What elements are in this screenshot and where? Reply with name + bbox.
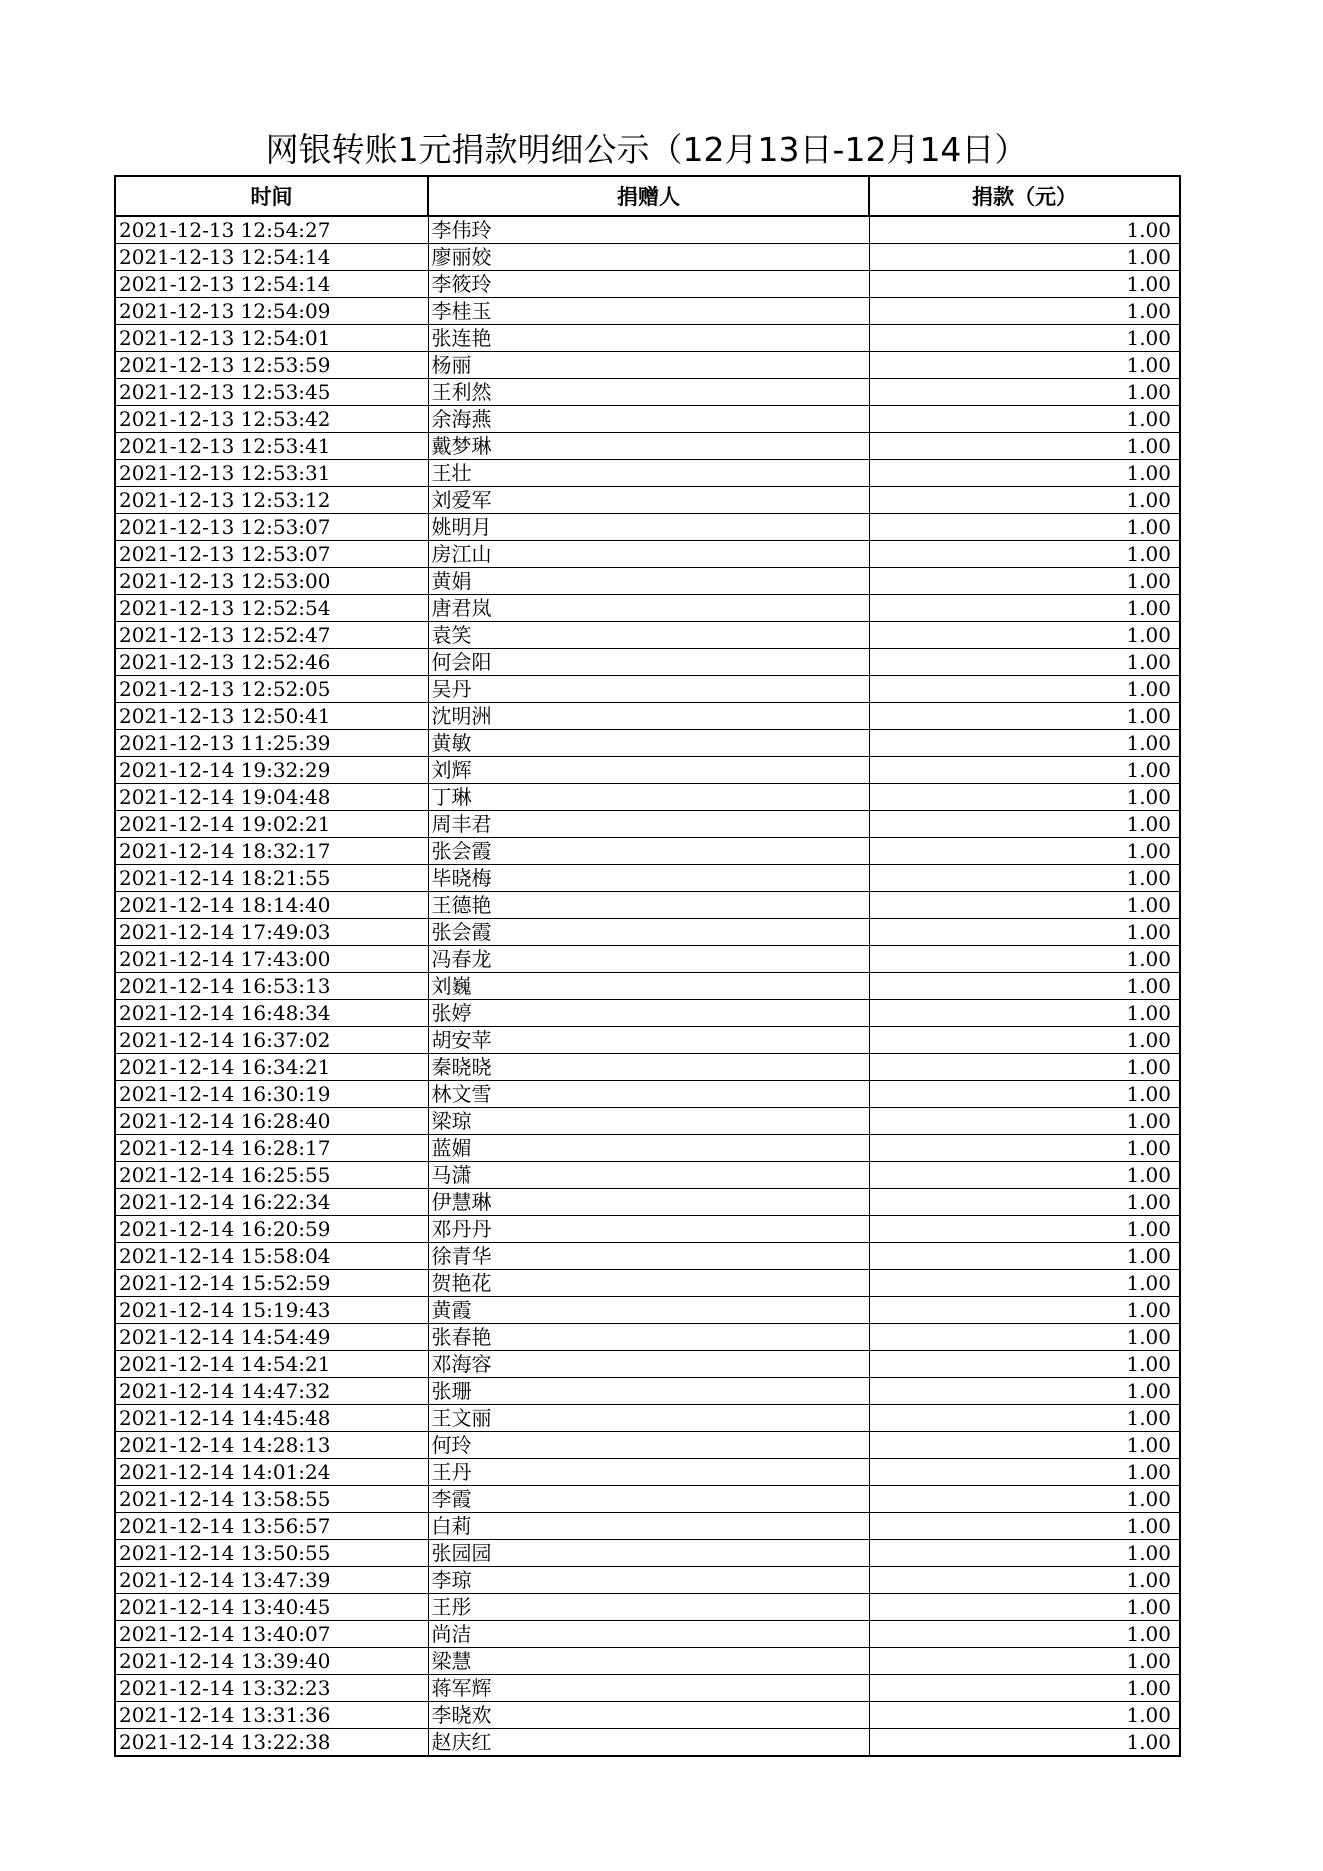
table-row <box>115 1540 1180 1567</box>
time-cell: 2021-12-14 16:37:02 <box>115 1027 428 1054</box>
donor-cell: 王利然 <box>428 379 869 406</box>
donor-cell: 蒋军辉 <box>428 1675 869 1702</box>
time-cell: 2021-12-14 13:47:39 <box>115 1567 428 1594</box>
table-row <box>115 649 1180 676</box>
table-row <box>115 1324 1180 1351</box>
donor-cell: 何会阳 <box>428 649 869 676</box>
donor-cell: 房江山 <box>428 541 869 568</box>
time-cell: 2021-12-14 14:28:13 <box>115 1432 428 1459</box>
table-row <box>115 1027 1180 1054</box>
table-row <box>115 379 1180 406</box>
donor-cell: 胡安苹 <box>428 1027 869 1054</box>
donor-cell: 余海燕 <box>428 406 869 433</box>
amount-cell: 1.00 <box>869 1000 1180 1027</box>
time-cell: 2021-12-14 13:22:38 <box>115 1729 428 1757</box>
amount-cell: 1.00 <box>869 1486 1180 1513</box>
table-row <box>115 1351 1180 1378</box>
amount-cell: 1.00 <box>869 838 1180 865</box>
donor-cell: 秦晓晓 <box>428 1054 869 1081</box>
amount-cell: 1.00 <box>869 433 1180 460</box>
time-cell: 2021-12-14 14:01:24 <box>115 1459 428 1486</box>
amount-cell: 1.00 <box>869 1054 1180 1081</box>
table-row <box>115 730 1180 757</box>
table-row <box>115 487 1180 514</box>
donor-cell: 张会霞 <box>428 838 869 865</box>
amount-cell: 1.00 <box>869 757 1180 784</box>
time-cell: 2021-12-13 12:54:01 <box>115 325 428 352</box>
amount-cell: 1.00 <box>869 595 1180 622</box>
table-row <box>115 1189 1180 1216</box>
time-cell: 2021-12-13 12:50:41 <box>115 703 428 730</box>
time-cell: 2021-12-14 14:54:21 <box>115 1351 428 1378</box>
amount-cell: 1.00 <box>869 676 1180 703</box>
donor-cell: 李晓欢 <box>428 1702 869 1729</box>
donor-cell: 刘巍 <box>428 973 869 1000</box>
donor-cell: 冯春龙 <box>428 946 869 973</box>
amount-cell: 1.00 <box>869 1540 1180 1567</box>
donor-cell: 李筱玲 <box>428 271 869 298</box>
donor-cell: 廖丽姣 <box>428 244 869 271</box>
table-row <box>115 568 1180 595</box>
table-row <box>115 460 1180 487</box>
time-cell: 2021-12-13 12:54:14 <box>115 271 428 298</box>
amount-cell: 1.00 <box>869 244 1180 271</box>
donor-cell: 姚明月 <box>428 514 869 541</box>
time-cell: 2021-12-14 16:48:34 <box>115 1000 428 1027</box>
donor-cell: 唐君岚 <box>428 595 869 622</box>
table-row <box>115 595 1180 622</box>
time-cell: 2021-12-14 16:34:21 <box>115 1054 428 1081</box>
time-cell: 2021-12-13 12:54:14 <box>115 244 428 271</box>
donor-cell: 马潇 <box>428 1162 869 1189</box>
donor-cell: 黄敏 <box>428 730 869 757</box>
table-row <box>115 1486 1180 1513</box>
donor-cell: 张春艳 <box>428 1324 869 1351</box>
table-row <box>115 1702 1180 1729</box>
amount-cell: 1.00 <box>869 784 1180 811</box>
donor-cell: 蓝媚 <box>428 1135 869 1162</box>
amount-cell: 1.00 <box>869 892 1180 919</box>
donor-cell: 黄霞 <box>428 1297 869 1324</box>
amount-cell: 1.00 <box>869 946 1180 973</box>
column-header-time: 时间 <box>115 176 428 216</box>
amount-cell: 1.00 <box>869 811 1180 838</box>
donor-cell: 尚洁 <box>428 1621 869 1648</box>
amount-cell: 1.00 <box>869 1270 1180 1297</box>
table-row <box>115 757 1180 784</box>
time-cell: 2021-12-13 12:53:41 <box>115 433 428 460</box>
amount-cell: 1.00 <box>869 1567 1180 1594</box>
column-header-donor: 捐赠人 <box>428 176 869 216</box>
table-row <box>115 1000 1180 1027</box>
time-cell: 2021-12-14 14:54:49 <box>115 1324 428 1351</box>
table-row <box>115 1378 1180 1405</box>
donor-cell: 王壮 <box>428 460 869 487</box>
amount-cell: 1.00 <box>869 352 1180 379</box>
time-cell: 2021-12-14 14:47:32 <box>115 1378 428 1405</box>
time-cell: 2021-12-14 18:14:40 <box>115 892 428 919</box>
donor-cell: 伊慧琳 <box>428 1189 869 1216</box>
donor-cell: 徐青华 <box>428 1243 869 1270</box>
page-title: 网银转账1元捐款明细公示（12月13日-12月14日） <box>265 130 1028 169</box>
time-cell: 2021-12-14 13:40:07 <box>115 1621 428 1648</box>
table-row <box>115 1648 1180 1675</box>
amount-cell: 1.00 <box>869 1675 1180 1702</box>
time-cell: 2021-12-14 19:04:48 <box>115 784 428 811</box>
amount-cell: 1.00 <box>869 514 1180 541</box>
amount-cell: 1.00 <box>869 1243 1180 1270</box>
table-row <box>115 1567 1180 1594</box>
donor-cell: 何玲 <box>428 1432 869 1459</box>
donor-cell: 王文丽 <box>428 1405 869 1432</box>
donor-cell: 林文雪 <box>428 1081 869 1108</box>
time-cell: 2021-12-14 16:20:59 <box>115 1216 428 1243</box>
donor-cell: 戴梦琳 <box>428 433 869 460</box>
donor-cell: 李桂玉 <box>428 298 869 325</box>
donor-cell: 丁琳 <box>428 784 869 811</box>
time-cell: 2021-12-13 12:52:54 <box>115 595 428 622</box>
amount-cell: 1.00 <box>869 703 1180 730</box>
table-row <box>115 622 1180 649</box>
amount-cell: 1.00 <box>869 298 1180 325</box>
donor-cell: 吴丹 <box>428 676 869 703</box>
table-row <box>115 1729 1180 1757</box>
donor-cell: 王彤 <box>428 1594 869 1621</box>
time-cell: 2021-12-14 16:30:19 <box>115 1081 428 1108</box>
amount-cell: 1.00 <box>869 1297 1180 1324</box>
amount-cell: 1.00 <box>869 1378 1180 1405</box>
table-row <box>115 784 1180 811</box>
amount-cell: 1.00 <box>869 325 1180 352</box>
amount-cell: 1.00 <box>869 379 1180 406</box>
donor-cell: 贺艳花 <box>428 1270 869 1297</box>
table-row <box>115 1216 1180 1243</box>
donor-cell: 李琼 <box>428 1567 869 1594</box>
donor-cell: 张婷 <box>428 1000 869 1027</box>
table-row <box>115 892 1180 919</box>
time-cell: 2021-12-14 16:28:40 <box>115 1108 428 1135</box>
column-header-amount: 捐款（元） <box>869 176 1180 216</box>
time-cell: 2021-12-13 12:53:12 <box>115 487 428 514</box>
table-row <box>115 1081 1180 1108</box>
donor-cell: 邓海容 <box>428 1351 869 1378</box>
time-cell: 2021-12-14 15:58:04 <box>115 1243 428 1270</box>
time-cell: 2021-12-13 12:53:59 <box>115 352 428 379</box>
amount-cell: 1.00 <box>869 1729 1180 1757</box>
donor-cell: 白莉 <box>428 1513 869 1540</box>
table-row <box>115 676 1180 703</box>
time-cell: 2021-12-14 13:32:23 <box>115 1675 428 1702</box>
time-cell: 2021-12-14 19:02:21 <box>115 811 428 838</box>
amount-cell: 1.00 <box>869 568 1180 595</box>
amount-cell: 1.00 <box>869 1621 1180 1648</box>
donor-cell: 梁慧 <box>428 1648 869 1675</box>
table-body <box>115 216 1180 1756</box>
donor-cell: 赵庆红 <box>428 1729 869 1757</box>
donor-cell: 梁琼 <box>428 1108 869 1135</box>
donor-cell: 周丰君 <box>428 811 869 838</box>
time-cell: 2021-12-14 15:52:59 <box>115 1270 428 1297</box>
time-cell: 2021-12-14 16:28:17 <box>115 1135 428 1162</box>
donor-cell: 张连艳 <box>428 325 869 352</box>
table-row <box>115 946 1180 973</box>
time-cell: 2021-12-14 16:53:13 <box>115 973 428 1000</box>
table-row <box>115 1594 1180 1621</box>
amount-cell: 1.00 <box>869 973 1180 1000</box>
time-cell: 2021-12-14 19:32:29 <box>115 757 428 784</box>
time-cell: 2021-12-13 12:54:27 <box>115 216 428 244</box>
table-row <box>115 1162 1180 1189</box>
time-cell: 2021-12-13 12:53:07 <box>115 541 428 568</box>
table-row <box>115 1270 1180 1297</box>
time-cell: 2021-12-13 12:53:42 <box>115 406 428 433</box>
donor-cell: 王丹 <box>428 1459 869 1486</box>
time-cell: 2021-12-14 14:45:48 <box>115 1405 428 1432</box>
time-cell: 2021-12-14 13:56:57 <box>115 1513 428 1540</box>
time-cell: 2021-12-13 11:25:39 <box>115 730 428 757</box>
time-cell: 2021-12-13 12:53:31 <box>115 460 428 487</box>
table-row <box>115 1432 1180 1459</box>
time-cell: 2021-12-14 16:22:34 <box>115 1189 428 1216</box>
amount-cell: 1.00 <box>869 1189 1180 1216</box>
donor-cell: 袁笑 <box>428 622 869 649</box>
time-cell: 2021-12-13 12:53:07 <box>115 514 428 541</box>
amount-cell: 1.00 <box>869 1432 1180 1459</box>
table-row <box>115 1243 1180 1270</box>
donor-cell: 张园园 <box>428 1540 869 1567</box>
table-row <box>115 703 1180 730</box>
amount-cell: 1.00 <box>869 216 1180 244</box>
table-row <box>115 865 1180 892</box>
amount-cell: 1.00 <box>869 865 1180 892</box>
amount-cell: 1.00 <box>869 541 1180 568</box>
table-row <box>115 973 1180 1000</box>
donor-cell: 刘爱军 <box>428 487 869 514</box>
amount-cell: 1.00 <box>869 1027 1180 1054</box>
amount-cell: 1.00 <box>869 1351 1180 1378</box>
amount-cell: 1.00 <box>869 1081 1180 1108</box>
header-row <box>115 176 1180 216</box>
table-row <box>115 1621 1180 1648</box>
time-cell: 2021-12-14 18:32:17 <box>115 838 428 865</box>
donor-cell: 刘辉 <box>428 757 869 784</box>
table-row <box>115 352 1180 379</box>
donor-cell: 张珊 <box>428 1378 869 1405</box>
table-row <box>115 919 1180 946</box>
table-row <box>115 514 1180 541</box>
donor-cell: 李伟玲 <box>428 216 869 244</box>
donor-cell: 王德艳 <box>428 892 869 919</box>
amount-cell: 1.00 <box>869 919 1180 946</box>
amount-cell: 1.00 <box>869 271 1180 298</box>
amount-cell: 1.00 <box>869 460 1180 487</box>
time-cell: 2021-12-14 15:19:43 <box>115 1297 428 1324</box>
amount-cell: 1.00 <box>869 487 1180 514</box>
table-row <box>115 541 1180 568</box>
amount-cell: 1.00 <box>869 1702 1180 1729</box>
time-cell: 2021-12-14 13:58:55 <box>115 1486 428 1513</box>
table-row <box>115 1459 1180 1486</box>
table-header <box>115 176 1180 216</box>
table-row <box>115 216 1180 244</box>
time-cell: 2021-12-14 13:50:55 <box>115 1540 428 1567</box>
time-cell: 2021-12-13 12:52:05 <box>115 676 428 703</box>
time-cell: 2021-12-14 13:39:40 <box>115 1648 428 1675</box>
amount-cell: 1.00 <box>869 1648 1180 1675</box>
table-row <box>115 298 1180 325</box>
amount-cell: 1.00 <box>869 1594 1180 1621</box>
amount-cell: 1.00 <box>869 406 1180 433</box>
time-cell: 2021-12-14 17:49:03 <box>115 919 428 946</box>
table-row <box>115 1513 1180 1540</box>
amount-cell: 1.00 <box>869 1405 1180 1432</box>
table-row <box>115 1675 1180 1702</box>
amount-cell: 1.00 <box>869 649 1180 676</box>
table-row <box>115 325 1180 352</box>
amount-cell: 1.00 <box>869 1108 1180 1135</box>
table-row <box>115 1135 1180 1162</box>
table-row <box>115 1297 1180 1324</box>
time-cell: 2021-12-13 12:54:09 <box>115 298 428 325</box>
time-cell: 2021-12-14 17:43:00 <box>115 946 428 973</box>
table-row <box>115 244 1180 271</box>
amount-cell: 1.00 <box>869 1216 1180 1243</box>
donor-cell: 杨丽 <box>428 352 869 379</box>
amount-cell: 1.00 <box>869 1324 1180 1351</box>
table-row <box>115 406 1180 433</box>
table-row <box>115 811 1180 838</box>
time-cell: 2021-12-13 12:53:45 <box>115 379 428 406</box>
donor-cell: 张会霞 <box>428 919 869 946</box>
table-row <box>115 1405 1180 1432</box>
table-row <box>115 433 1180 460</box>
donor-cell: 毕晓梅 <box>428 865 869 892</box>
amount-cell: 1.00 <box>869 1513 1180 1540</box>
time-cell: 2021-12-14 13:31:36 <box>115 1702 428 1729</box>
table-row <box>115 838 1180 865</box>
time-cell: 2021-12-14 16:25:55 <box>115 1162 428 1189</box>
amount-cell: 1.00 <box>869 1459 1180 1486</box>
time-cell: 2021-12-13 12:53:00 <box>115 568 428 595</box>
amount-cell: 1.00 <box>869 622 1180 649</box>
time-cell: 2021-12-13 12:52:46 <box>115 649 428 676</box>
donor-cell: 黄娟 <box>428 568 869 595</box>
amount-cell: 1.00 <box>869 730 1180 757</box>
time-cell: 2021-12-14 18:21:55 <box>115 865 428 892</box>
table-row <box>115 1054 1180 1081</box>
amount-cell: 1.00 <box>869 1162 1180 1189</box>
donor-cell: 沈明洲 <box>428 703 869 730</box>
time-cell: 2021-12-14 13:40:45 <box>115 1594 428 1621</box>
amount-cell: 1.00 <box>869 1135 1180 1162</box>
donor-cell: 邓丹丹 <box>428 1216 869 1243</box>
donation-table <box>114 175 1181 1757</box>
table-row <box>115 271 1180 298</box>
donor-cell: 李霞 <box>428 1486 869 1513</box>
time-cell: 2021-12-13 12:52:47 <box>115 622 428 649</box>
table-row <box>115 1108 1180 1135</box>
